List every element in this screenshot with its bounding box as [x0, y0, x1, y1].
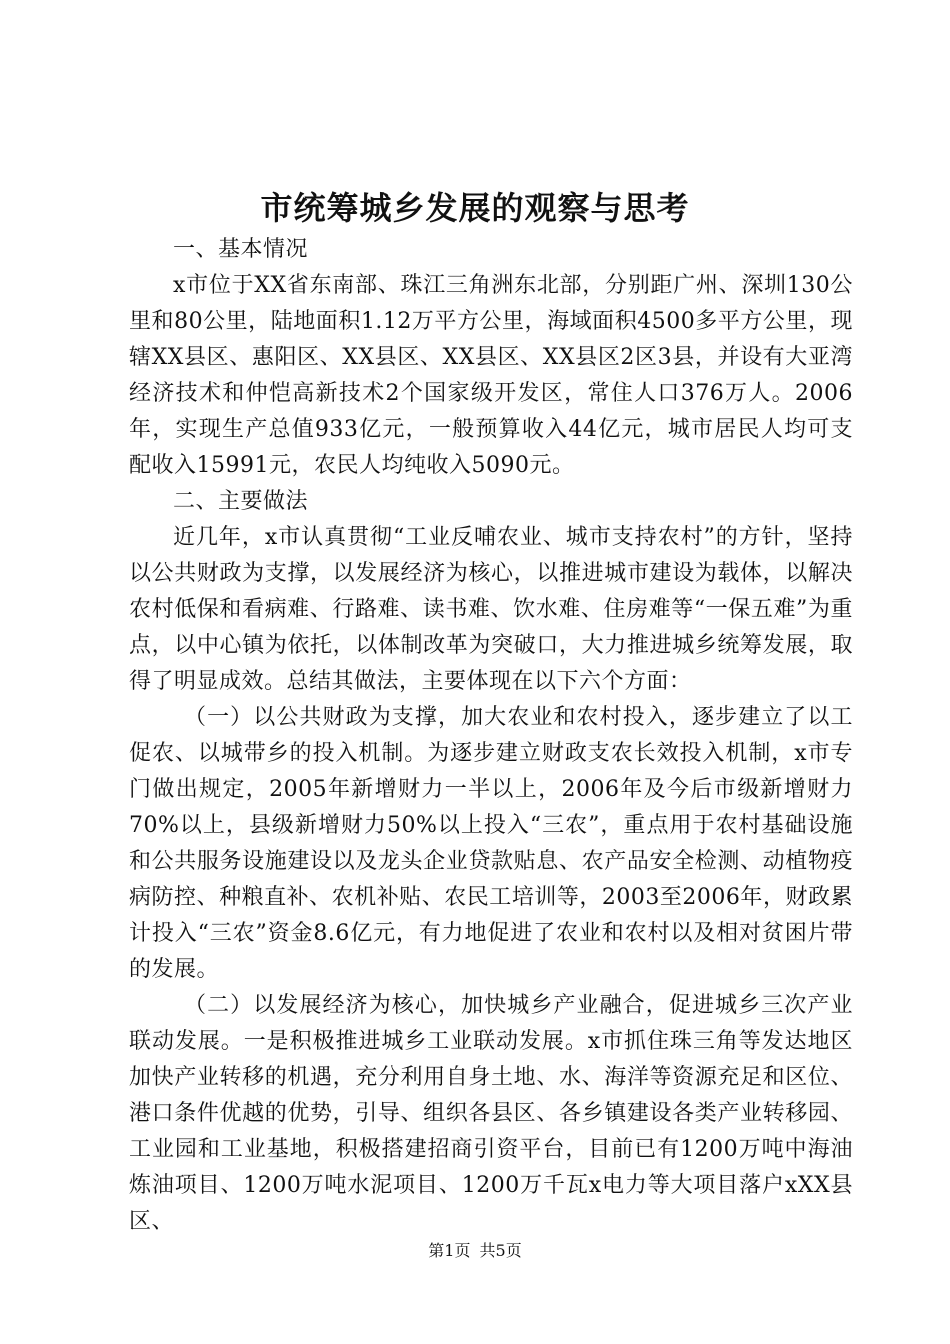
paragraph: （一）以公共财政为支撑，加大农业和农村投入，逐步建立了以工促农、以城带乡的投入机制。为逐步建立财政支农长效投入机制，x市专门做出规定，2005年新增财力一半以上，2006年及今后市级新增财力70%以上，县级新增财力50%以上投入“三农”，重点用于农村基础设施和公共服务设施建设以及龙头企业贷款贴息、农产品安全检测、动植物疫病防控、种粮直补、农机补贴、农民工培训等，2003至2006年，财政累计投入“三农”资金8.6亿元，有力地促进了农业和农村以及相对贫困片带的发展。	[129, 705, 853, 982]
paragraph: x市位于XX省东南部、珠江三角洲东北部，分别距广州、深圳130公里和80公里，陆地面积1.12万平方公里，海域面积4500多平方公里，现辖XX县区、惠阳区、XX县区、XX县区、XX县区2区3县，并设有大亚湾经济技术和仲恺高新技术2个国家级开发区，常住人口376万人。2006年，实现生产总值933亿元，一般预算收入44亿元，城市居民人均可支配收入15991元，农民人均纯收入5090元。	[129, 273, 853, 478]
section-heading: 二、主要做法	[173, 489, 309, 514]
page-total: 共5页	[479, 1241, 522, 1260]
section-heading: 一、基本情况	[173, 237, 309, 262]
paragraph: 近几年，x市认真贯彻“工业反哺农业、城市支持农村”的方针，坚持以公共财政为支撑，以发展经济为核心，以推进城市建设为载体，以解决农村低保和看病难、行路难、读书难、饮水难、住房难等“一保五难”为重点，以中心镇为依托，以体制改革为突破口，大力推进城乡统筹发展，取得了明显成效。总结其做法，主要体现在以下六个方面：	[129, 525, 853, 694]
document-body	[129, 232, 853, 1240]
paragraph: （二）以发展经济为核心，加快城乡产业融合，促进城乡三次产业联动发展。一是积极推进城乡工业联动发展。x市抓住珠三角等发达地区加快产业转移的机遇，充分利用自身土地、水、海洋等资源充足和区位、港口条件优越的优势，引导、组织各县区、各乡镇建设各类产业转移园、工业园和工业基地，积极搭建招商引资平台，目前已有1200万吨中海油炼油项目、1200万吨水泥项目、1200万千瓦x电力等大项目落户xXX县区、	[129, 993, 853, 1234]
page-number: 第1页	[428, 1241, 471, 1260]
document-title: 市统筹城乡发展的观察与思考	[260, 189, 690, 227]
page-footer	[0, 1240, 950, 1262]
